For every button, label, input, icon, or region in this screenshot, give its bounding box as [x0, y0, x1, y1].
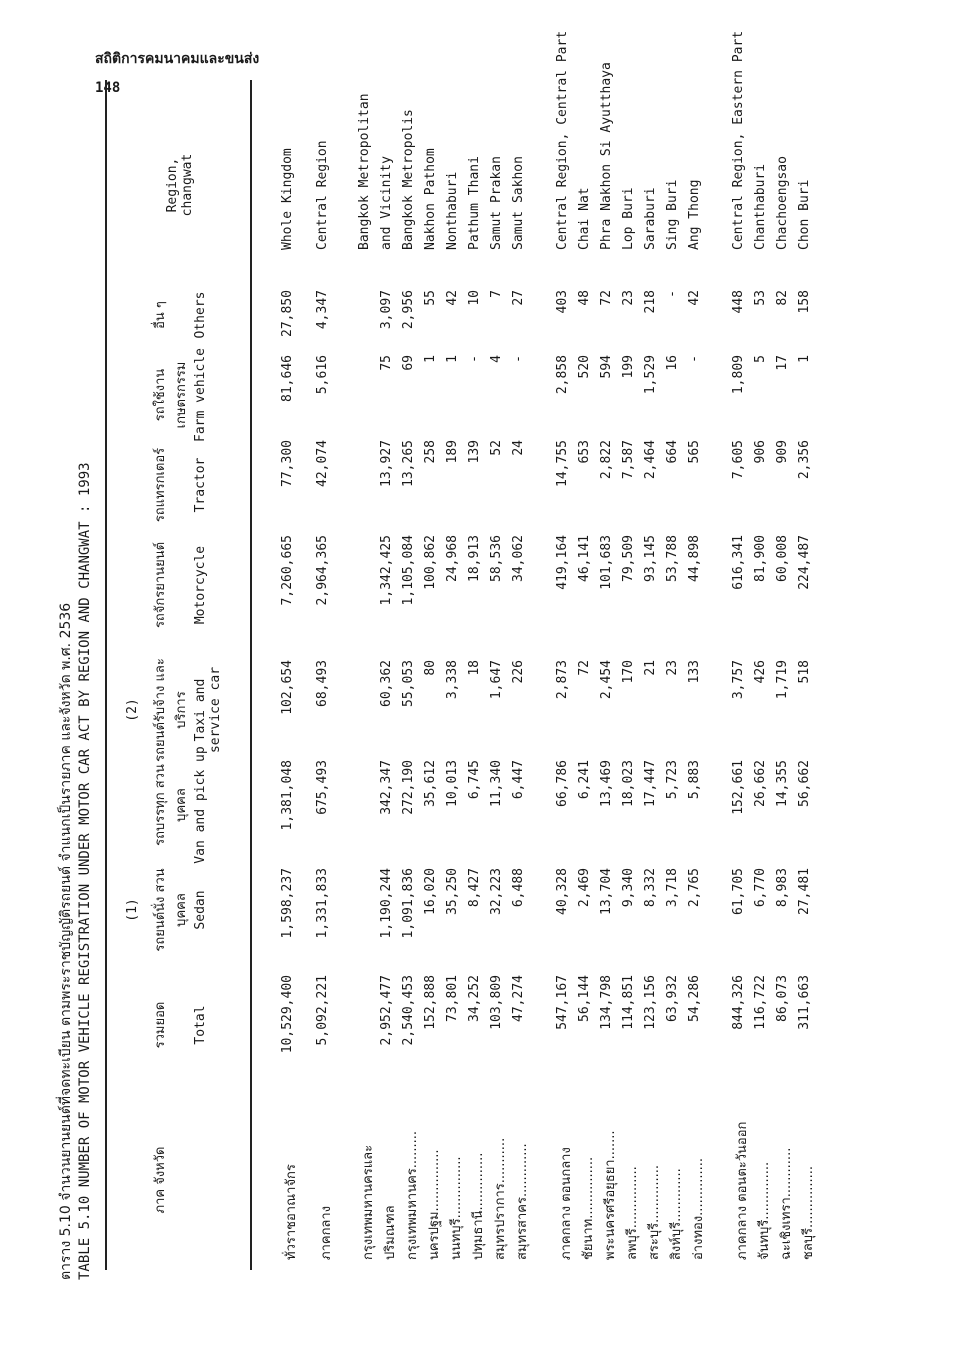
row-label-english: Phra Nakhon Si Ayutthaya [599, 62, 614, 250]
table-cell: 152,888 [423, 975, 438, 1030]
table-cell: 27,481 [797, 868, 812, 915]
row-label-english: Bangkok Metropolitan [357, 93, 372, 250]
column-header-thai: รถใช้งาน เกษตรกรรม [153, 361, 189, 429]
row-label-thai: จันทบุรี.............. [757, 1161, 772, 1260]
row-label-english: and Vicinity [379, 156, 394, 250]
table-cell: 13,927 [379, 440, 394, 487]
table-cell: 1 [423, 355, 438, 363]
column-note: (2) [125, 698, 140, 722]
table-cell: 13,704 [599, 868, 614, 915]
row-label-thai: ทั่วราชอาณาจักร [284, 1164, 299, 1260]
column-header-thai: รถยนต์รับจ้าง และบริการ [153, 658, 189, 762]
table-cell: 1 [797, 355, 812, 363]
row-label-thai: ภาคกลาง [319, 1205, 334, 1260]
table-cell: 1,342,425 [379, 535, 394, 606]
table-cell: 13,469 [599, 760, 614, 807]
table-cell: 5,723 [665, 760, 680, 800]
table-cell: 3,097 [379, 290, 394, 330]
table-cell: 403 [555, 290, 570, 314]
row-label-thai: นนทบุรี............... [449, 1156, 464, 1260]
table-cell: - [467, 355, 482, 363]
column-header-thai: ภาค จังหวัด [153, 1146, 168, 1214]
table-cell: 79,509 [621, 535, 636, 582]
row-label-english: Lop Buri [621, 187, 636, 250]
row-label-english: Central Region [315, 140, 330, 250]
table-cell: 60,008 [775, 535, 790, 582]
table-cell: 27,850 [280, 290, 295, 337]
table-cell: 906 [753, 440, 768, 464]
column-header-english: Total [193, 1005, 208, 1045]
table-cell: 14,755 [555, 440, 570, 487]
row-label-thai: ปทุมธานี.............. [471, 1152, 486, 1260]
table-cell: 3,718 [665, 868, 680, 908]
table-cell: 2,952,477 [379, 975, 394, 1046]
table-cell: 2,964,365 [315, 535, 330, 606]
table-cell: 73,801 [445, 975, 460, 1022]
table-cell: 69 [401, 355, 416, 371]
table-cell: 2,464 [643, 440, 658, 480]
row-label-english: Whole Kingdom [280, 148, 295, 250]
column-header-english: Taxi and service car [193, 666, 223, 754]
table-cell: 80 [423, 660, 438, 676]
table-cell: 419,164 [555, 535, 570, 590]
column-header-english: Sedan [193, 890, 208, 930]
table-cell: 60,362 [379, 660, 394, 707]
column-header-english: Others [193, 291, 208, 339]
table-cell: 1,647 [489, 660, 504, 700]
table-cell: 10,013 [445, 760, 460, 807]
table-cell: 35,612 [423, 760, 438, 807]
table-cell: 21 [643, 660, 658, 676]
row-label-english: Samut Prakan [489, 156, 504, 250]
table-cell: 1,809 [731, 355, 746, 395]
column-header-english: Region, changwat [165, 153, 195, 217]
table-cell: 4 [489, 355, 504, 363]
row-label-english: Chanthaburi [753, 163, 768, 250]
table-cell: 114,851 [621, 975, 636, 1030]
table-cell: 1,105,084 [401, 535, 416, 606]
table-cell: 6,447 [511, 760, 526, 800]
table-cell: 26,662 [753, 760, 768, 807]
row-label-english: Chai Nat [577, 187, 592, 250]
table-top-rule [105, 80, 107, 1270]
table-cell: 63,932 [665, 975, 680, 1022]
table-cell: 52 [489, 440, 504, 456]
column-header-thai: รถยนต์นั่ง สวนบุคคล [153, 868, 189, 952]
table-cell: 1,190,244 [379, 868, 394, 939]
table-cell: 520 [577, 355, 592, 379]
table-cell: 24,968 [445, 535, 460, 582]
table-cell: 5 [753, 355, 768, 363]
table-cell: 81,900 [753, 535, 768, 582]
table-cell: 7,587 [621, 440, 636, 480]
table-cell: 47,274 [511, 975, 526, 1022]
table-cell: 616,341 [731, 535, 746, 590]
table-cell: 5,883 [687, 760, 702, 800]
table-cell: 565 [687, 440, 702, 464]
table-cell: 224,487 [797, 535, 812, 590]
table-cell: 18 [467, 660, 482, 676]
row-label-thai: ภาคกลาง ตอนตะวันออก [735, 1121, 750, 1260]
table-cell: 6,745 [467, 760, 482, 800]
row-label-english: Ang Thong [687, 179, 702, 250]
table-cell: 24 [511, 440, 526, 456]
table-cell: 2,873 [555, 660, 570, 700]
table-cell: 42 [445, 290, 460, 306]
table-cell: 55,053 [401, 660, 416, 707]
table-cell: 56,144 [577, 975, 592, 1022]
table-cell: 8,427 [467, 868, 482, 908]
table-cell: 42,074 [315, 440, 330, 487]
table-cell: 58,536 [489, 535, 504, 582]
column-header-english: Van and pick up [193, 746, 208, 864]
row-label-english: Pathum Thani [467, 156, 482, 250]
table-cell: 547,167 [555, 975, 570, 1030]
table-cell: 53 [753, 290, 768, 306]
table-cell: 9,340 [621, 868, 636, 908]
table-cell: 170 [621, 660, 636, 684]
table-cell: 2,540,453 [401, 975, 416, 1046]
column-header-thai: รวมยอด [153, 1001, 168, 1049]
table-cell: 2,956 [401, 290, 416, 330]
row-label-english: Chon Buri [797, 179, 812, 250]
table-cell: 518 [797, 660, 812, 684]
table-cell: 664 [665, 440, 680, 464]
column-header-english: Motorcycle [193, 545, 208, 625]
table-cell: 27 [511, 290, 526, 306]
table-cell: 23 [665, 660, 680, 676]
row-label-thai: ฉะเชิงเทรา............ [779, 1147, 794, 1260]
table-cell: 18,913 [467, 535, 482, 582]
column-header-thai: รถจักรยานยนต์ [153, 541, 168, 629]
table-cell: 8,983 [775, 868, 790, 908]
table-cell: 6,770 [753, 868, 768, 908]
row-label-english: Sing Buri [665, 179, 680, 250]
table-cell: 14,355 [775, 760, 790, 807]
table-cell: 158 [797, 290, 812, 314]
table-cell: 16 [665, 355, 680, 371]
table-cell: 7,260,665 [280, 535, 295, 606]
table-cell: 10 [467, 290, 482, 306]
table-cell: 199 [621, 355, 636, 379]
table-cell: 123,156 [643, 975, 658, 1030]
table-cell: 152,661 [731, 760, 746, 815]
table-cell: 189 [445, 440, 460, 464]
row-label-thai: สมุทรปราการ........... [493, 1137, 508, 1260]
column-header-english: Farm vehicle [193, 348, 208, 442]
table-cell: 1,719 [775, 660, 790, 700]
table-cell: 101,683 [599, 535, 614, 590]
table-cell: 1,529 [643, 355, 658, 395]
table-cell: 46,141 [577, 535, 592, 582]
table-cell: 35,250 [445, 868, 460, 915]
table-cell: 6,241 [577, 760, 592, 800]
table-cell: 81,646 [280, 355, 295, 402]
row-label-thai: สระบุรี.............. [647, 1165, 662, 1260]
table-caption-thai: ตาราง 5.10 จำนวนยานยนต์ที่จดทะเบียน ตามพระราชบัญญัติรถยนต์ จำแนกเป็นรายภาค และจังหวัด พ.ศ. 2536 [58, 602, 74, 1280]
table-cell: 82 [775, 290, 790, 306]
table-cell: 3,338 [445, 660, 460, 700]
table-cell: 7 [489, 290, 504, 298]
table-cell: 909 [775, 440, 790, 464]
table-cell: 77,300 [280, 440, 295, 487]
table-cell: 7,605 [731, 440, 746, 480]
table-cell: - [665, 290, 680, 298]
table-cell: 102,654 [280, 660, 295, 715]
table-cell: 2,765 [687, 868, 702, 908]
table-cell: 426 [753, 660, 768, 684]
table-cell: 68,493 [315, 660, 330, 707]
table-cell: 53,788 [665, 535, 680, 582]
row-label-thai: ลพบุรี............... [625, 1166, 640, 1260]
row-label-thai: สิงห์บุรี............. [669, 1168, 684, 1260]
row-label-english: Saraburi [643, 187, 658, 250]
publication-title: สถิติการคมนาคมและขนส่ง [95, 51, 260, 67]
table-cell: 2,469 [577, 868, 592, 908]
row-label-english: Chachoengsao [775, 156, 790, 250]
table-cell: 23 [621, 290, 636, 306]
table-cell: 1,331,833 [315, 868, 330, 939]
column-header-thai: รถบรรทุก สวนบุคคล [153, 764, 189, 846]
table-cell: 1,381,048 [280, 760, 295, 831]
table-cell: 653 [577, 440, 592, 464]
table-cell: 133 [687, 660, 702, 684]
row-label-thai: ปริมณฑล [383, 1205, 398, 1260]
table-cell: 594 [599, 355, 614, 379]
table-cell: - [511, 355, 526, 363]
table-cell: 218 [643, 290, 658, 314]
table-caption-english: TABLE 5.10 NUMBER OF MOTOR VEHICLE REGISTRATION UNDER MOTOR CAR ACT BY REGION AND CHANGWAT : 1993 [77, 462, 93, 1280]
table-cell: 2,356 [797, 440, 812, 480]
table-cell: 66,786 [555, 760, 570, 807]
row-label-thai: สมุทรสาคร............. [515, 1143, 530, 1260]
table-cell: 1,091,836 [401, 868, 416, 939]
table-cell: 258 [423, 440, 438, 464]
row-label-english: Central Region, Eastern Part [731, 30, 746, 250]
table-cell: 134,798 [599, 975, 614, 1030]
table-cell: 10,529,400 [280, 975, 295, 1054]
table-cell: 1 [445, 355, 460, 363]
table-cell: 34,062 [511, 535, 526, 582]
table-cell: 116,722 [753, 975, 768, 1030]
table-cell: 8,332 [643, 868, 658, 908]
table-cell: 6,488 [511, 868, 526, 908]
row-label-english: Nonthaburi [445, 171, 460, 250]
table-cell: 2,858 [555, 355, 570, 395]
row-label-thai: อ่างทอง.............. [691, 1157, 706, 1260]
table-cell: 48 [577, 290, 592, 306]
table-cell: 75 [379, 355, 394, 371]
row-label-thai: ชัยนาท............... [581, 1156, 596, 1260]
table-cell: 311,663 [797, 975, 812, 1030]
column-header-english: Tractor [193, 457, 208, 513]
table-cell: 226 [511, 660, 526, 684]
table-cell: 42 [687, 290, 702, 306]
table-header-rule [250, 80, 252, 1270]
row-label-thai: ชลบุรี............... [801, 1165, 816, 1260]
column-note: (1) [125, 898, 140, 922]
row-label-thai: พระนครศรีอยุธยา....... [603, 1130, 618, 1260]
row-label-thai: นครปฐม............... [427, 1149, 442, 1260]
row-label-thai: ภาคกลาง ตอนกลาง [559, 1147, 574, 1260]
row-label-english: Bangkok Metropolis [401, 109, 416, 250]
table-cell: 16,020 [423, 868, 438, 915]
table-cell: 5,092,221 [315, 975, 330, 1046]
page-number: 148 [95, 80, 121, 96]
column-header-thai: อื่น ๆ [153, 301, 168, 329]
table-cell: 72 [599, 290, 614, 306]
table-cell: 17 [775, 355, 790, 371]
table-cell: 4,347 [315, 290, 330, 330]
table-cell: 103,809 [489, 975, 504, 1030]
table-cell: 139 [467, 440, 482, 464]
table-cell: 11,340 [489, 760, 504, 807]
table-cell: 54,286 [687, 975, 702, 1022]
row-label-thai: กรุงเทพมหานครและ [361, 1144, 376, 1260]
table-cell: 5,616 [315, 355, 330, 395]
table-cell: 56,662 [797, 760, 812, 807]
table-cell: 342,347 [379, 760, 394, 815]
table-cell: 86,073 [775, 975, 790, 1022]
table-cell: 2,822 [599, 440, 614, 480]
table-cell: 13,265 [401, 440, 416, 487]
table-cell: 1,598,237 [280, 868, 295, 939]
table-cell: 100,862 [423, 535, 438, 590]
table-cell: 44,898 [687, 535, 702, 582]
table-cell: - [687, 355, 702, 363]
table-cell: 40,328 [555, 868, 570, 915]
table-cell: 272,190 [401, 760, 416, 815]
table-cell: 17,447 [643, 760, 658, 807]
row-label-english: Central Region, Central Part [555, 30, 570, 250]
table-cell: 18,023 [621, 760, 636, 807]
row-label-thai: กรุงเทพมหานคร......... [405, 1131, 420, 1260]
table-cell: 93,145 [643, 535, 658, 582]
table-cell: 3,757 [731, 660, 746, 700]
table-cell: 55 [423, 290, 438, 306]
table-cell: 34,252 [467, 975, 482, 1022]
table-cell: 2,454 [599, 660, 614, 700]
table-cell: 72 [577, 660, 592, 676]
row-label-english: Samut Sakhon [511, 156, 526, 250]
table-cell: 844,326 [731, 975, 746, 1030]
row-label-english: Nakhon Pathom [423, 148, 438, 250]
table-cell: 32,223 [489, 868, 504, 915]
table-cell: 61,705 [731, 868, 746, 915]
table-cell: 448 [731, 290, 746, 314]
column-header-thai: รถแทรกเตอร์ [153, 447, 168, 523]
table-cell: 675,493 [315, 760, 330, 815]
